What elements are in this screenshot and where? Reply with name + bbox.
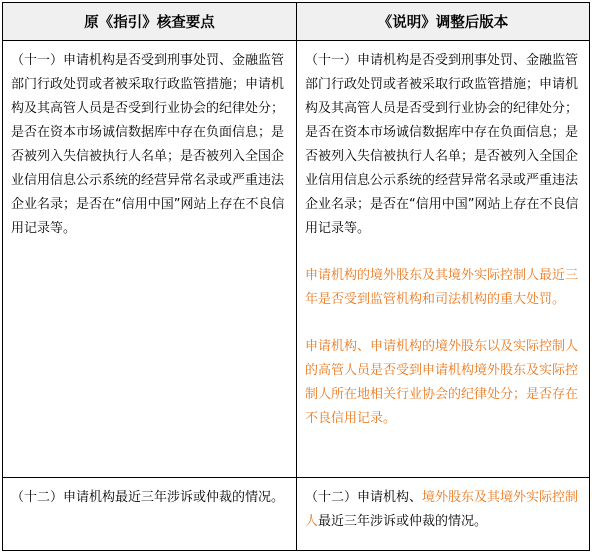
header-adjusted-version: 《说明》调整后版本 — [377, 15, 509, 31]
adjusted-item-11 — [297, 41, 589, 477]
adjusted-item-11-added-foreign-shareholder: 申请机构的境外股东及其境外实际控制人最近三年是否受到监管机构和司法机构的重大处罚。 — [305, 268, 579, 307]
table-header-row — [3, 3, 589, 41]
adjusted-item-11-added-executives: 申请机构、申请机构的境外股东以及实际控制人的高管人员是否受到申请机构境外股东及实际控制人所在地相关行业协会的纪律处分；是否存在不良信用记录。 — [305, 339, 579, 426]
adjusted-item-12-suffix: 最近三年涉诉或仲裁的情况。 — [318, 514, 488, 529]
adjusted-item-12 — [297, 478, 589, 550]
adjusted-item-12-highlight: 境外股东及其境外实际控制人 — [305, 490, 579, 529]
original-item-12-text: （十二）申请机构最近三年涉诉或仲裁的情况。 — [11, 490, 285, 505]
original-item-12 — [3, 478, 297, 550]
table-row — [3, 41, 589, 478]
comparison-table — [2, 2, 590, 551]
table-row — [3, 478, 589, 550]
adjusted-item-11-text: （十一）申请机构是否受到刑事处罚、金融监管部门行政处罚或者被采取行政监管措施；申请机构及其高管人员是否受到行业协会的纪律处分；是否在资本市场诚信数据库中存在负面信息；是否被列入失信被执行人名单；是否被列入全国企业信用信息公示系统的经营异常名录或严重违法企业名录；是否在“信用中国”网站上存在不良信用记录等。 — [305, 53, 579, 236]
adjusted-item-12-text — [305, 486, 583, 534]
adjusted-item-12-prefix: （十二）申请机构、 — [305, 490, 423, 505]
original-item-11-text: （十一）申请机构是否受到刑事处罚、金融监管部门行政处罚或者被采取行政监管措施；申请机构及其高管人员是否受到行业协会的纪律处分；是否在资本市场诚信数据库中存在负面信息；是否被列入失信被执行人名单；是否被列入全国企业信用信息公示系统的经营异常名录或严重违法企业名录；是否在“信用中国”网站上存在不良信用记录等。 — [11, 53, 285, 236]
original-item-11 — [3, 41, 297, 477]
header-original-guideline: 原《指引》核查要点 — [3, 3, 297, 40]
